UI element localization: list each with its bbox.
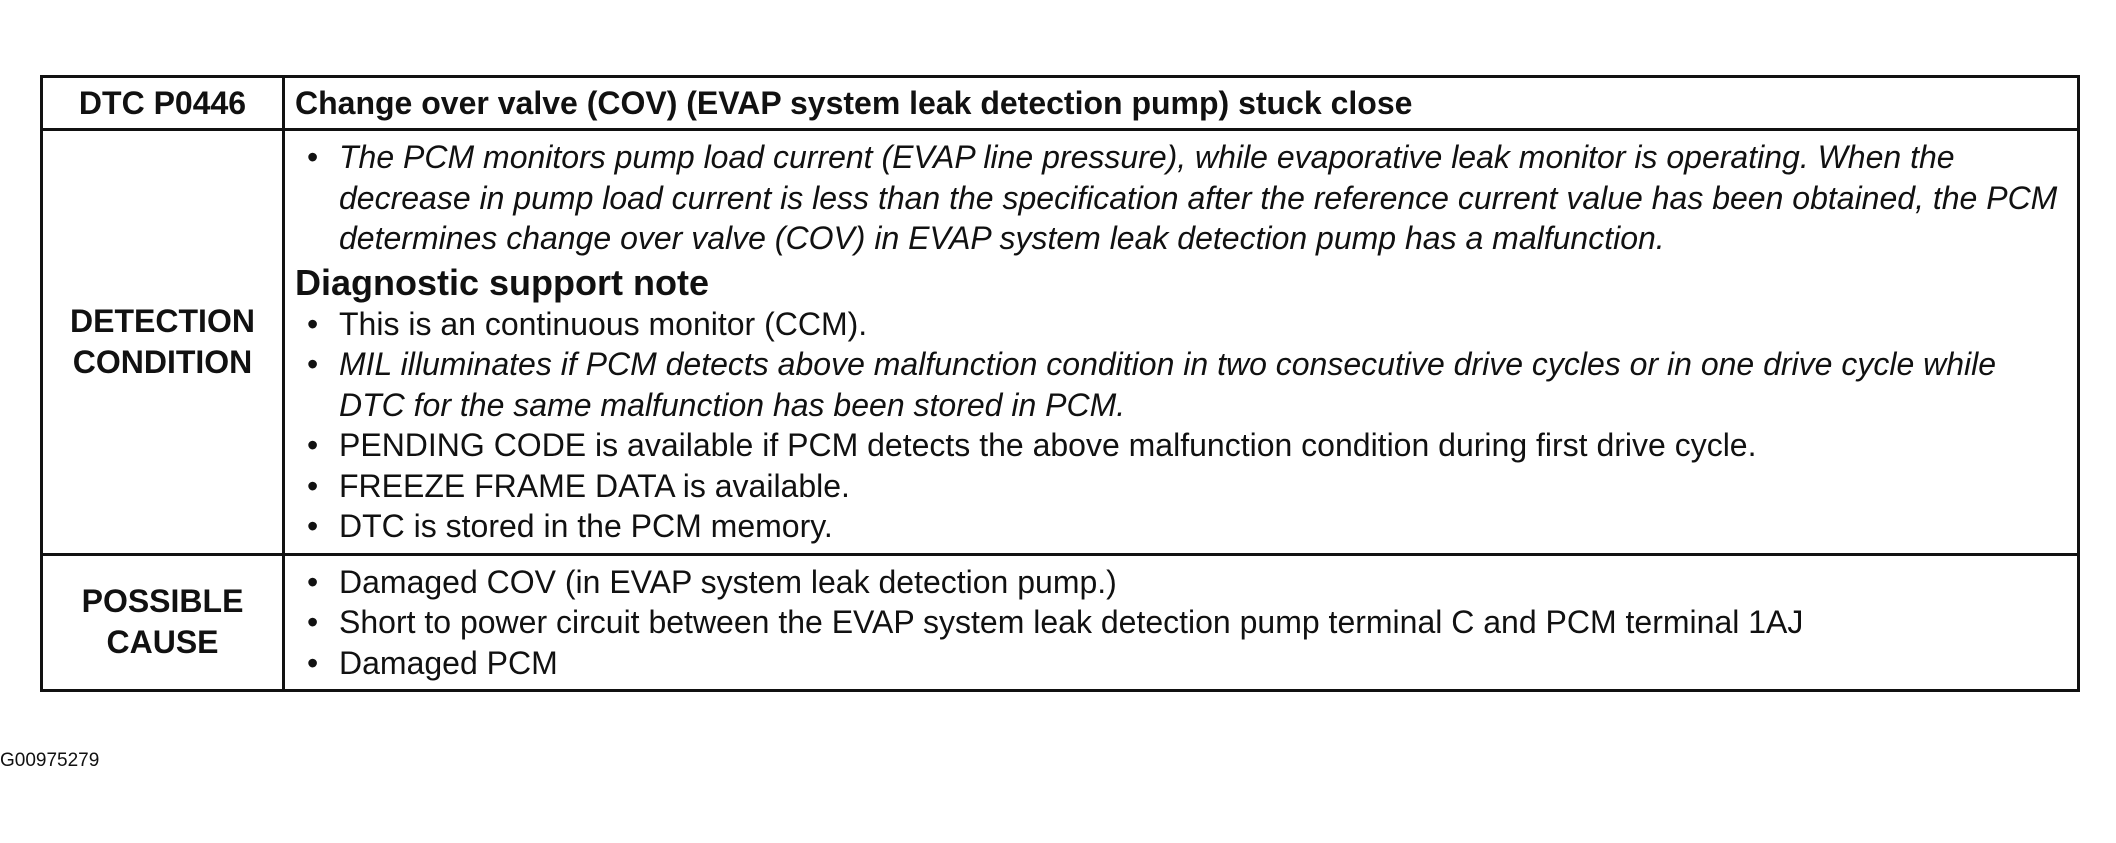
bullet-icon: • (307, 604, 319, 640)
bullet-icon: • (307, 346, 319, 382)
cause-label-line1: POSSIBLE (81, 583, 244, 620)
dtc-table (40, 75, 2080, 692)
list-item (295, 506, 2067, 547)
list-item (295, 425, 2067, 466)
list-item (295, 466, 2067, 507)
figure-id: G00975279 (0, 750, 100, 771)
cause-text: Damaged PCM (339, 644, 558, 681)
bullet-icon: • (307, 427, 319, 463)
diagnostic-support-note-heading: Diagnostic support note (295, 261, 709, 303)
list-item (295, 643, 2067, 684)
possible-cause-label (42, 554, 284, 691)
detection-condition-content (284, 130, 2079, 555)
detection-condition-label (42, 130, 284, 555)
dtc-title-row (42, 77, 2079, 130)
note-text: FREEZE FRAME DATA is available. (339, 467, 850, 504)
detection-label-line1: DETECTION (70, 302, 255, 339)
detection-intro-text: The PCM monitors pump load current (EVAP line pressure), while evaporative leak monitor is operating. When the decrease in pump load current is less than the specification after the reference current value has been obtained, the PCM determines change over valve (COV) in EVAP system leak detection pump has a malfunction. (339, 139, 2058, 256)
list-item (295, 602, 2067, 643)
detection-intro-list (295, 137, 2067, 259)
bullet-icon: • (307, 139, 319, 175)
cause-row (42, 554, 2079, 691)
detection-row (42, 130, 2079, 555)
cause-text: Damaged COV (in EVAP system leak detection pump.) (339, 563, 1117, 600)
bullet-icon: • (307, 467, 319, 504)
bullet-icon: • (307, 563, 319, 600)
bullet-icon: • (307, 644, 319, 681)
cause-text: Short to power circuit between the EVAP system leak detection pump terminal C and PCM terminal 1AJ (339, 604, 1804, 640)
list-item (295, 137, 2067, 259)
bullet-icon: • (307, 305, 319, 342)
list-item (295, 562, 2067, 603)
note-text: DTC is stored in the PCM memory. (339, 508, 833, 544)
possible-cause-content (284, 554, 2079, 691)
dtc-title: Change over valve (COV) (EVAP system leak detection pump) stuck close (284, 77, 2079, 130)
diagnostic-note-list (295, 304, 2067, 547)
note-text: MIL illuminates if PCM detects above malfunction condition in two consecutive drive cycles or in one drive cycle while DTC for the same malfunction has been stored in PCM. (339, 346, 1997, 423)
detection-label-line2: CONDITION (72, 343, 253, 380)
list-item (295, 304, 2067, 345)
bullet-icon: • (307, 508, 319, 544)
list-item (295, 344, 2067, 425)
cause-label-line2: CAUSE (106, 624, 219, 661)
note-text: PENDING CODE is available if PCM detects the above malfunction condition during first drive cycle. (339, 427, 1757, 463)
note-text: This is an continuous monitor (CCM). (339, 305, 868, 342)
cause-list (295, 562, 2067, 684)
dtc-code: DTC P0446 (42, 77, 284, 130)
